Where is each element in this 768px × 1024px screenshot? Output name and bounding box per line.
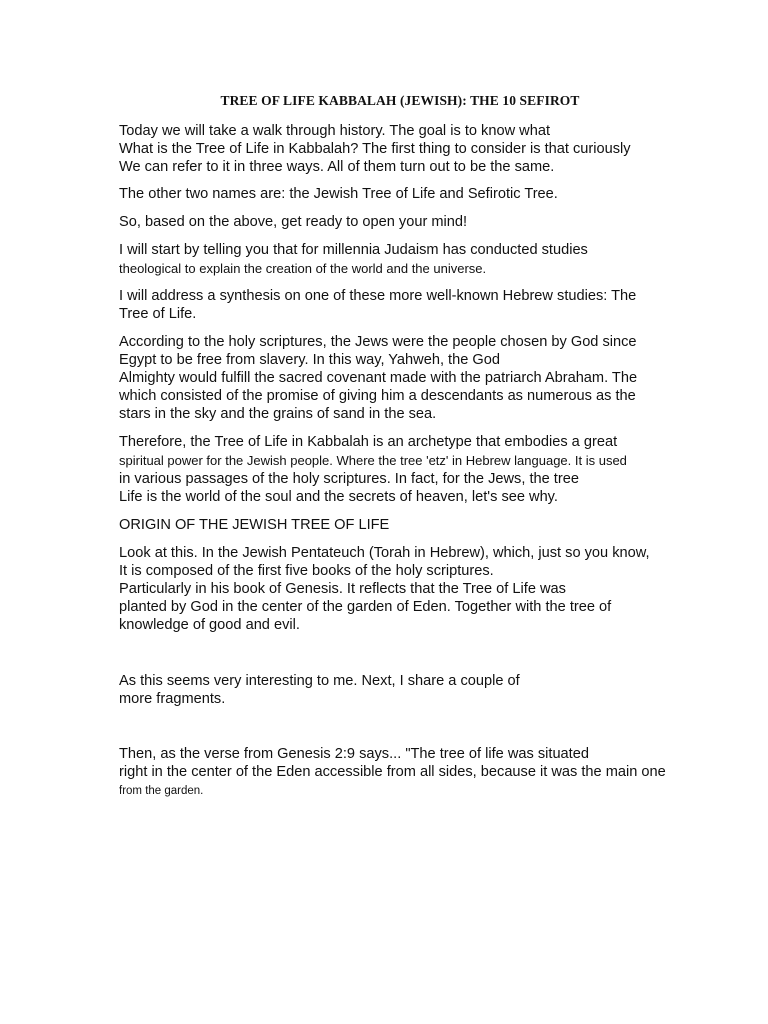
text-line: planted by God in the center of the garden of Eden. Together with the tree of: [119, 599, 612, 615]
text-line: knowledge of good and evil.: [119, 617, 300, 633]
text-line: Life is the world of the soul and the secrets of heaven, let's see why.: [119, 489, 558, 505]
text-line: Particularly in his book of Genesis. It reflects that the Tree of Life was: [119, 581, 566, 597]
text-line: The other two names are: the Jewish Tree of Life and Sefirotic Tree.: [119, 186, 558, 202]
text-line: According to the holy scriptures, the Jews were the people chosen by God since: [119, 334, 637, 350]
text-line: I will start by telling you that for millennia Judaism has conducted studies: [119, 242, 588, 258]
text-line: I will address a synthesis on one of these more well-known Hebrew studies: The: [119, 288, 637, 304]
text-line: in various passages of the holy scriptures. In fact, for the Jews, the tree: [119, 471, 579, 487]
text-line: Egypt to be free from slavery. In this way, Yahweh, the God: [119, 352, 500, 368]
text-line: Today we will take a walk through history. The goal is to know what: [119, 123, 550, 139]
text-line: theological to explain the creation of the world and the universe.: [119, 261, 487, 276]
text-line: Look at this. In the Jewish Pentateuch (Torah in Hebrew), which, just so you know,: [119, 545, 650, 561]
text-line: As this seems very interesting to me. Next, I share a couple of: [119, 673, 520, 689]
text-line: Then, as the verse from Genesis 2:9 says... "The tree of life was situated: [119, 746, 589, 762]
section-heading: ORIGIN OF THE JEWISH TREE OF LIFE: [119, 517, 390, 533]
document-title: TREE OF LIFE KABBALAH (JEWISH): THE 10 SEFIROT: [220, 93, 580, 108]
text-line: Therefore, the Tree of Life in Kabbalah is an archetype that embodies a great: [119, 434, 618, 450]
text-line: Tree of Life.: [119, 306, 197, 322]
text-line: spiritual power for the Jewish people. Where the tree 'etz' in Hebrew language. It is used: [119, 453, 627, 468]
text-line: What is the Tree of Life in Kabbalah? The first thing to consider is that curiously: [119, 141, 631, 157]
text-line: right in the center of the Eden accessible from all sides, because it was the main one: [119, 764, 666, 780]
text-line: We can refer to it in three ways. All of them turn out to be the same.: [119, 159, 555, 175]
text-line: Almighty would fulfill the sacred covenant made with the patriarch Abraham. The: [119, 370, 638, 386]
text-line: It is composed of the first five books of the holy scriptures.: [119, 563, 494, 579]
text-line: which consisted of the promise of giving him a descendants as numerous as the: [119, 388, 636, 404]
text-line: more fragments.: [119, 691, 226, 707]
text-line: from the garden.: [119, 785, 204, 797]
text-line: stars in the sky and the grains of sand in the sea.: [119, 406, 437, 422]
text-line: So, based on the above, get ready to open your mind!: [119, 214, 468, 230]
